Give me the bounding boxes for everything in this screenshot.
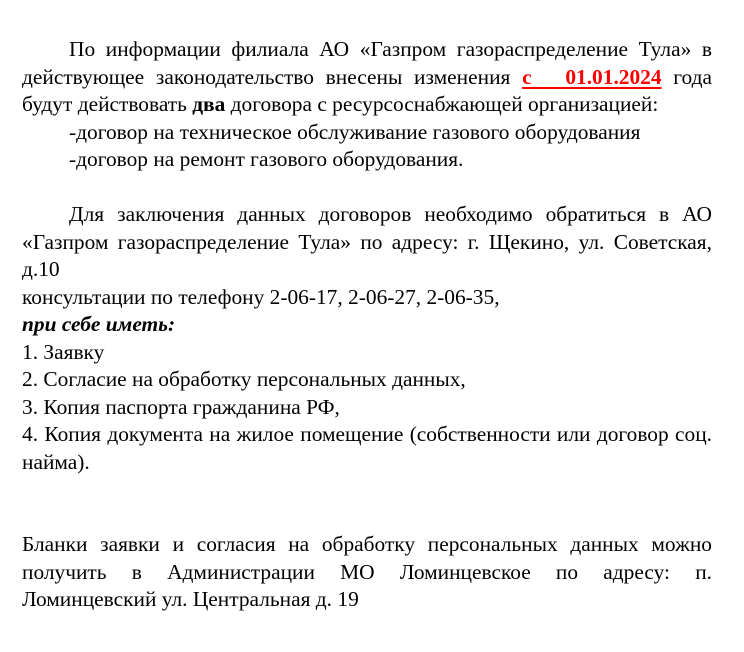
document-item: 3. Копия паспорта гражданина РФ, <box>22 394 340 419</box>
effective-date: с 01.01.2024 <box>522 64 662 89</box>
address-paragraph: Для заключения данных договоров необходимо обратиться в АО «Газпром газораспределение Тула» по адресу: г. Щекино, ул. Советская, д.10 <box>22 202 712 281</box>
bring-heading: при себе иметь: <box>22 312 176 336</box>
phone-line: консультации по телефону 2-06-17, 2-06-27, 2-06-35, <box>22 284 500 309</box>
spacer <box>22 476 712 531</box>
contract-count: два <box>192 92 226 116</box>
contract-item: -договор на техническое обслуживание газового оборудования <box>69 119 641 144</box>
forms-paragraph: Бланки заявки и согласия на обработку персональных данных можно получить в Администрации МО Ломинцевское по адресу: п. Ломинцевский ул. Центральная д. 19 <box>22 532 712 611</box>
info-text-end: договора с ресурсоснабжающей организацией: <box>225 92 659 116</box>
info-paragraph <box>22 36 712 119</box>
spacer <box>22 174 712 202</box>
document-item: 1. Заявку <box>22 339 105 364</box>
document-item: 2. Согласие на обработку персональных данных, <box>22 367 466 391</box>
document-item: 4. Копия документа на жилое помещение (собственности или договор соц. найма). <box>22 422 712 474</box>
info-text-middle: года будут действовать <box>22 64 713 116</box>
document-page <box>22 36 712 614</box>
contract-item: -договор на ремонт газового оборудования. <box>69 147 464 171</box>
info-text-start: По информации филиала АО «Газпром газораспределение Тула» в действующее законодательство внесены изменения <box>22 37 712 89</box>
